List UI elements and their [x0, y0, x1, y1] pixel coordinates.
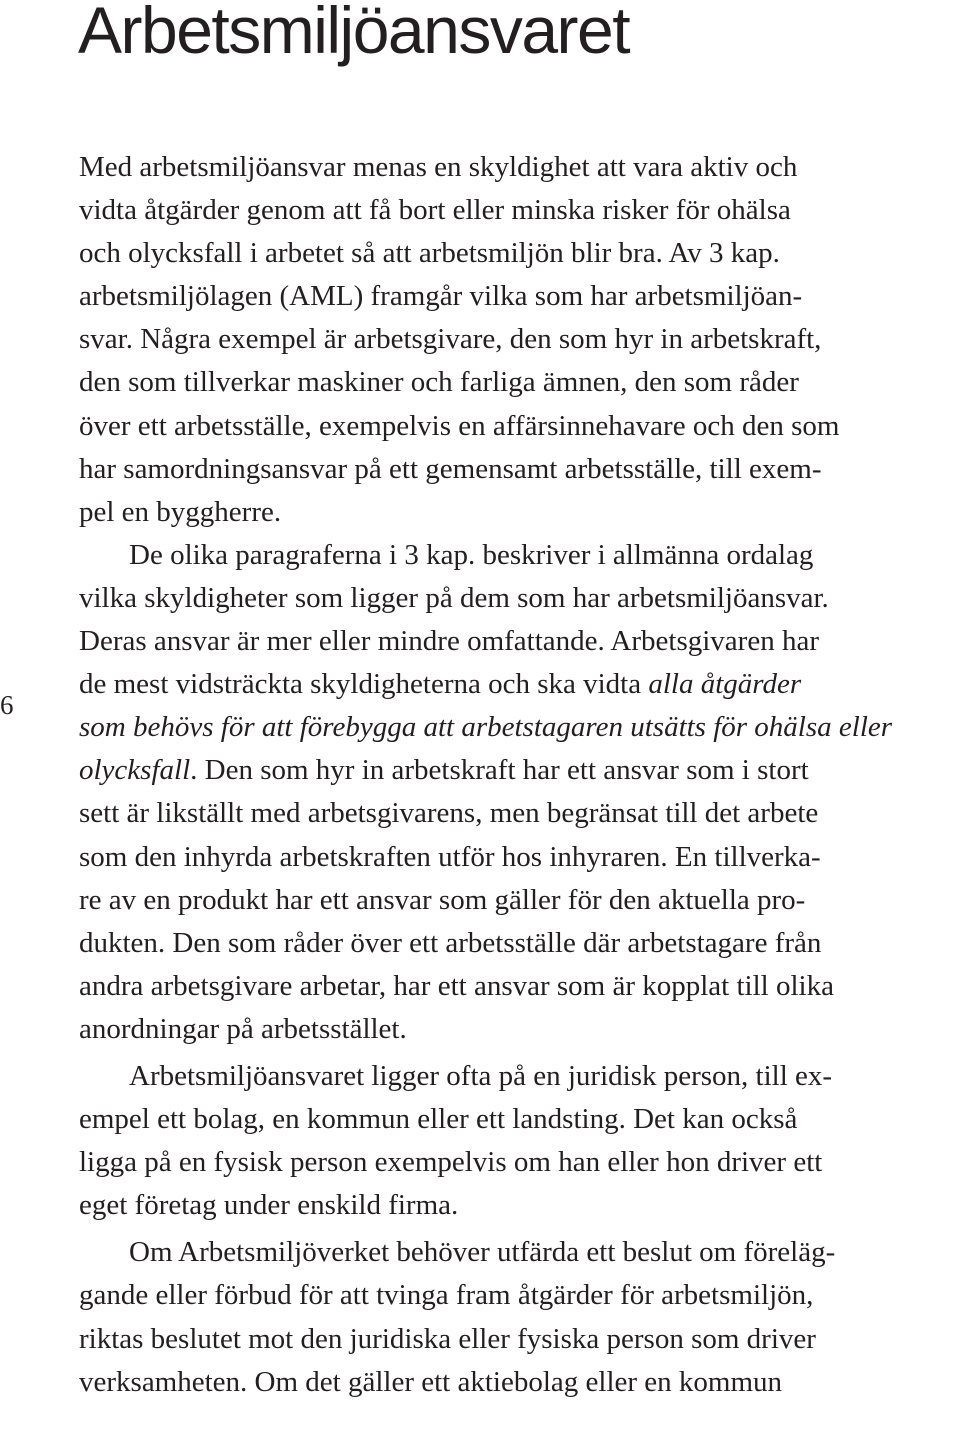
text-line: över ett arbetsställe, exempelvis en affärsinnehavare och den som — [79, 409, 840, 442]
text-line: dukten. Den som råder över ett arbetsställe där arbetstagare från — [79, 926, 822, 959]
text-line: De olika paragraferna i 3 kap. beskriver i allmänna ordalag — [129, 538, 814, 571]
text-line: empel ett bolag, en kommun eller ett landsting. Det kan också — [79, 1103, 798, 1136]
page-title: Arbetsmiljöansvaret — [78, 0, 630, 67]
text-line: svar. Några exempel är arbetsgivare, den som hyr in arbetskraft, — [79, 323, 822, 356]
text-line: Med arbetsmiljöansvar menas en skyldighet att vara aktiv och — [79, 151, 798, 183]
body-text — [79, 146, 955, 1404]
text-line: Arbetsmiljöansvaret ligger ofta på en juridisk person, till ex- — [129, 1059, 833, 1092]
text-run: de mest vidsträckta skyldigheterna och ska vidta — [79, 668, 649, 701]
text-line: riktas beslutet mot den juridiska eller fysiska person som driver — [79, 1322, 816, 1355]
text-line: re av en produkt har ett ansvar som gäller för den aktuella pro- — [79, 883, 806, 916]
text-line: den som tillverkar maskiner och farliga ämnen, den som råder — [79, 366, 799, 399]
emphasis-line: som behövs för att förebygga att arbetstagaren utsätts för ohälsa eller — [79, 711, 893, 744]
text-line: ligga på en fysisk person exempelvis om han eller hon driver ett — [79, 1146, 823, 1179]
emphasis-text: olycksfall — [79, 754, 191, 787]
text-line: anordningar på arbetsstället. — [79, 1012, 407, 1045]
text-line: andra arbetsgivare arbetar, har ett ansvar som är kopplat till olika — [79, 969, 834, 1002]
text-line — [79, 663, 955, 706]
text-line: vidta åtgärder genom att få bort eller minska risker för ohälsa — [79, 194, 791, 227]
text-line: Deras ansvar är mer eller mindre omfattande. Arbetsgivaren har — [79, 625, 819, 658]
paragraph — [79, 1231, 955, 1403]
text-line: som den inhyrda arbetskraften utför hos inhyraren. En tillverka- — [79, 840, 821, 873]
text-line — [79, 749, 955, 792]
text-line: Om Arbetsmiljöverket behöver utfärda ett beslut om föreläg- — [129, 1236, 836, 1269]
page-number: 6 — [0, 690, 14, 720]
text-line: verksamheten. Om det gäller ett aktiebolag eller en kommun — [79, 1365, 783, 1398]
paragraph — [79, 1055, 955, 1227]
text-line: sett är likställt med arbetsgivarens, men begränsat till det arbete — [79, 797, 819, 830]
text-line: pel en byggherre. — [79, 495, 282, 528]
text-line: eget företag under enskild firma. — [79, 1189, 459, 1222]
paragraph — [79, 146, 955, 534]
emphasis-text: alla åtgärder — [648, 668, 802, 701]
text-line: och olycksfall i arbetet så att arbetsmiljön blir bra. Av 3 kap. — [79, 237, 780, 270]
paragraph — [79, 534, 955, 1051]
text-run: . Den som hyr in arbetskraft har ett ansvar som i stort — [190, 754, 809, 787]
text-line: arbetsmiljölagen (AML) framgår vilka som har arbetsmiljöan- — [79, 280, 803, 313]
text-line: har samordningsansvar på ett gemensamt arbetsställe, till exem- — [79, 452, 822, 485]
text-line: vilka skyldigheter som ligger på dem som har arbetsmiljöansvar. — [79, 581, 829, 614]
text-line: gande eller förbud för att tvinga fram åtgärder för arbetsmiljön, — [79, 1279, 814, 1312]
